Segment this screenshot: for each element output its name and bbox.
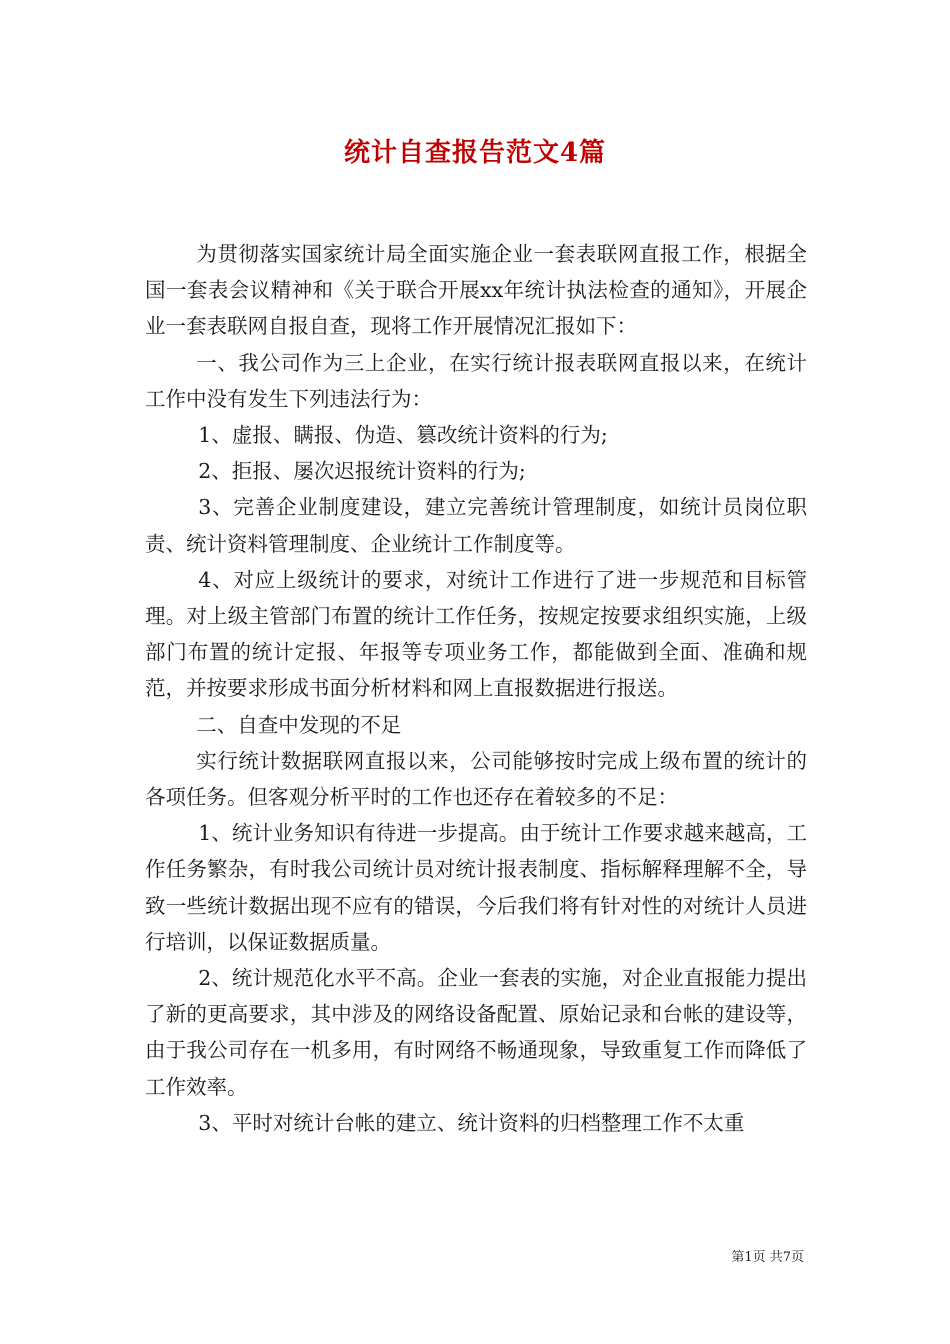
paragraph-section-2: 二、自查中发现的不足 (196, 712, 402, 737)
paragraph-section-1: 一、我公司作为三上企业，在实行统计报表联网直报以来，在统计工作中没有发生下列违法行为： (145, 350, 807, 411)
paragraph-item-1: 1、虚报、瞒报、伪造、篡改统计资料的行为; (198, 423, 608, 448)
document-body (145, 236, 807, 1141)
paragraph-item-4: 4、对应上级统计的要求，对统计工作进行了进一步规范和目标管理。对上级主管部门布置的统计工作任务，按规定按要求组织实施，上级部门布置的统计定报、年报等专项业务工作，都能做到全面、准确和规范，并按要求形成书面分析材料和网上直报数据进行报送。 (145, 567, 807, 701)
paragraph-shortfall-2: 2、统计规范化水平不高。企业一套表的实施，对企业直报能力提出了新的更高要求，其中涉及的网络设备配置、原始记录和台帐的建设等，由于我公司存在一机多用，有时网络不畅通现象，导致重复工作而降低了工作效率。 (145, 966, 807, 1099)
paragraph-item-3: 3、完善企业制度建设，建立完善统计管理制度，如统计员岗位职责、统计资料管理制度、企业统计工作制度等。 (145, 495, 807, 556)
paragraph-intro: 为贯彻落实国家统计局全面实施企业一套表联网直报工作，根据全国一套表会议精神和《关于联合开展xx年统计执法检查的通知》，开展企业一套表联网自报自查，现将工作开展情况汇报如下： (145, 242, 807, 339)
document-title: 统计自查报告范文4篇 (343, 138, 607, 168)
paragraph-section-2-intro: 实行统计数据联网直报以来，公司能够按时完成上级布置的统计的各项任务。但客观分析平时的工作也还存在着较多的不足： (145, 748, 807, 810)
page-number: 第1页 共7页 (731, 1250, 804, 1265)
paragraph-item-2: 2、拒报、屡次迟报统计资料的行为; (198, 459, 526, 484)
paragraph-shortfall-3: 3、平时对统计台帐的建立、统计资料的归档整理工作不太重 (198, 1110, 745, 1135)
paragraph-shortfall-1: 1、统计业务知识有待进一步提高。由于统计工作要求越来越高，工作任务繁杂，有时我公司统计员对统计报表制度、指标解释理解不全，导致一些统计数据出现不应有的错误，今后我们将有针对性的对统计人员进行培训，以保证数据质量。 (145, 821, 807, 954)
